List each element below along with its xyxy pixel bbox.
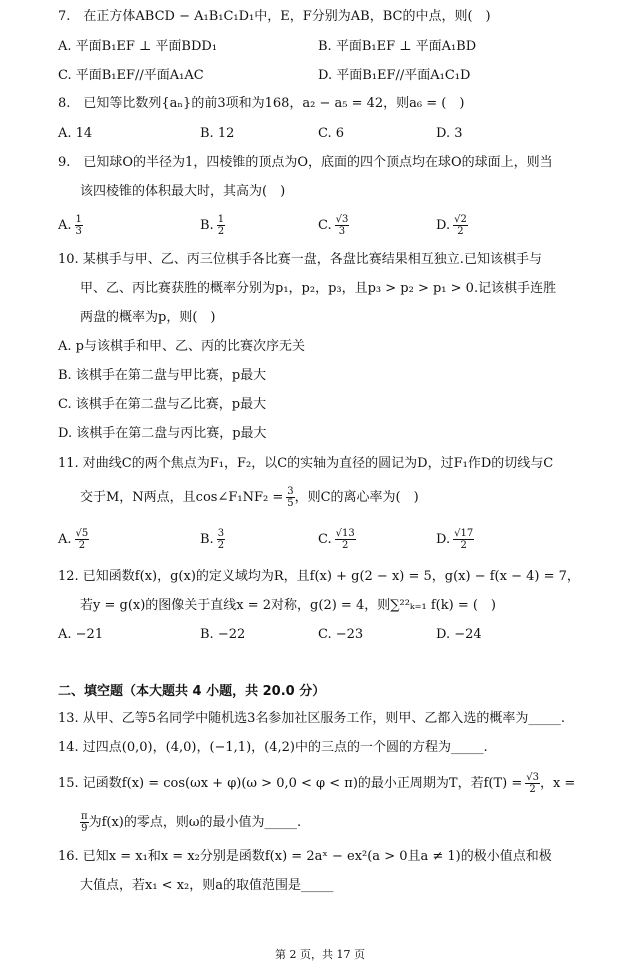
- q11-option-d: D. $\frac{√17}{2}$: [436, 528, 474, 551]
- fraction: $\frac{√17}{2}$: [454, 528, 474, 551]
- q10-stem-line3: 两盘的概率为p，则( ): [80, 310, 216, 325]
- q8-stem: 8. 已知等比数列{aₙ}的前3项和为168，a₂ − a₅ = 42，则a₆ = ( ): [58, 96, 465, 111]
- q9-option-c: C. $\frac{√3}{3}$: [318, 214, 349, 237]
- q11-option-a: A. $\frac{√5}{2}$: [58, 528, 89, 551]
- q12-stem-line1: 12. 已知函数f(x)，g(x)的定义域均为R，且f(x) + g(2 − x) = 5，g(x) − f(x − 4) = 7，: [58, 569, 580, 584]
- q9-stem-line2: 该四棱锥的体积最大时，其高为( ): [80, 184, 286, 199]
- q10-stem-line1: 10. 某棋手与甲、乙、丙三位棋手各比赛一盘，各盘比赛结果相互独立.已知该棋手与: [58, 252, 542, 267]
- q10-option-d: D. 该棋手在第二盘与丙比赛，p最大: [58, 426, 267, 441]
- q10-option-b: B. 该棋手在第二盘与甲比赛，p最大: [58, 368, 267, 383]
- q12-option-d: D. −24: [436, 627, 482, 642]
- fraction: $\frac{1}{2}$: [217, 214, 225, 237]
- q12-stem-line2: 若y = g(x)的图像关于直线x = 2对称，g(2) = 4，则∑²²ₖ₌₁ f(k) = ( ): [80, 598, 497, 613]
- fraction: $\frac{√5}{2}$: [75, 528, 89, 551]
- q16-stem-line1: 16. 已知x = x₁和x = x₂分别是函数f(x) = 2aˣ − ex²(a > 0且a ≠ 1)的极小值点和极: [58, 849, 552, 864]
- page-footer: 第 2 页，共 17 页: [275, 948, 365, 961]
- q11-stem-line2: 交于M，N两点，且cos∠F₁NF₂ = $\frac{3}{5}$ ，则C的离心率为( ): [80, 486, 419, 509]
- q8-option-c: C. 6: [318, 126, 345, 141]
- q12-option-b: B. −22: [200, 627, 246, 642]
- fraction: $\frac{\pi}{9}$: [81, 811, 88, 834]
- q14-stem: 14. 过四点(0,0)，(4,0)，(−1,1)，(4,2)中的三点的一个圆的方程为_____.: [58, 740, 488, 755]
- q9-option-d: D. $\frac{√2}{2}$: [436, 214, 467, 237]
- q7-option-c: C. 平面B₁EF//平面A₁AC: [58, 68, 204, 83]
- fraction: $\frac{1}{3}$: [75, 214, 82, 237]
- q10-stem-line2: 甲、乙、丙比赛获胜的概率分别为p₁，p₂，p₃，且p₃ > p₂ > p₁ > 0.记该棋手连胜: [80, 281, 557, 296]
- q10-option-a: A. p与该棋手和甲、乙、丙的比赛次序无关: [58, 339, 305, 354]
- q12-option-c: C. −23: [318, 627, 364, 642]
- q12-option-a: A. −21: [58, 627, 104, 642]
- q11-stem-line1: 11. 对曲线C的两个焦点为F₁，F₂，以C的实轴为直径的圆记为D，过F₁作D的切线与C: [58, 456, 554, 471]
- fraction: $\frac{√3}{2}$: [526, 772, 539, 795]
- q11-option-c: C. $\frac{√13}{2}$: [318, 528, 355, 551]
- q10-option-c: C. 该棋手在第二盘与乙比赛，p最大: [58, 397, 267, 412]
- q16-stem-line2: 大值点，若x₁ < x₂，则a的取值范围是_____: [80, 878, 334, 893]
- fraction: $\frac{√3}{3}$: [335, 214, 349, 237]
- q7-option-d: D. 平面B₁EF//平面A₁C₁D: [318, 68, 471, 83]
- section-title-fill-in: 二、填空题（本大题共 4 小题，共 20.0 分）: [58, 684, 326, 699]
- q15-stem-line1: 15. 记函数f(x) = cos(ωx + φ)(ω > 0,0 < φ < π)的最小正周期为T，若f(T) = $\frac{√3}{2}$ ，x =: [58, 772, 576, 795]
- q9-stem-line1: 9. 已知球O的半径为1，四棱锥的顶点为O，底面的四个顶点均在球O的球面上，则当: [58, 155, 553, 170]
- fraction: $\frac{3}{2}$: [217, 528, 225, 551]
- q7-stem: 7. 在正方体ABCD − A₁B₁C₁D₁中，E，F分别为AB，BC的中点，则( ): [58, 9, 491, 24]
- fraction: $\frac{√2}{2}$: [454, 214, 467, 237]
- q11-option-b: B. $\frac{3}{2}$: [200, 528, 225, 551]
- q7-option-b: B. 平面B₁EF ⊥ 平面A₁BD: [318, 39, 477, 54]
- q15-stem-line2: $\frac{\pi}{9}$ 为f(x)的零点，则ω的最小值为_____.: [81, 811, 302, 834]
- q8-option-b: B. 12: [200, 126, 235, 141]
- q7-option-a: A. 平面B₁EF ⊥ 平面BDD₁: [58, 39, 218, 54]
- q8-option-a: A. 14: [58, 126, 93, 141]
- q13-stem: 13. 从甲、乙等5名同学中随机选3名参加社区服务工作，则甲、乙都入选的概率为_____.: [58, 711, 565, 726]
- fraction: $\frac{3}{5}$: [287, 486, 294, 509]
- fraction: $\frac{√13}{2}$: [335, 528, 355, 551]
- q9-option-b: B. $\frac{1}{2}$: [200, 214, 225, 237]
- q9-option-a: A. $\frac{1}{3}$: [58, 214, 82, 237]
- q8-option-d: D. 3: [436, 126, 463, 141]
